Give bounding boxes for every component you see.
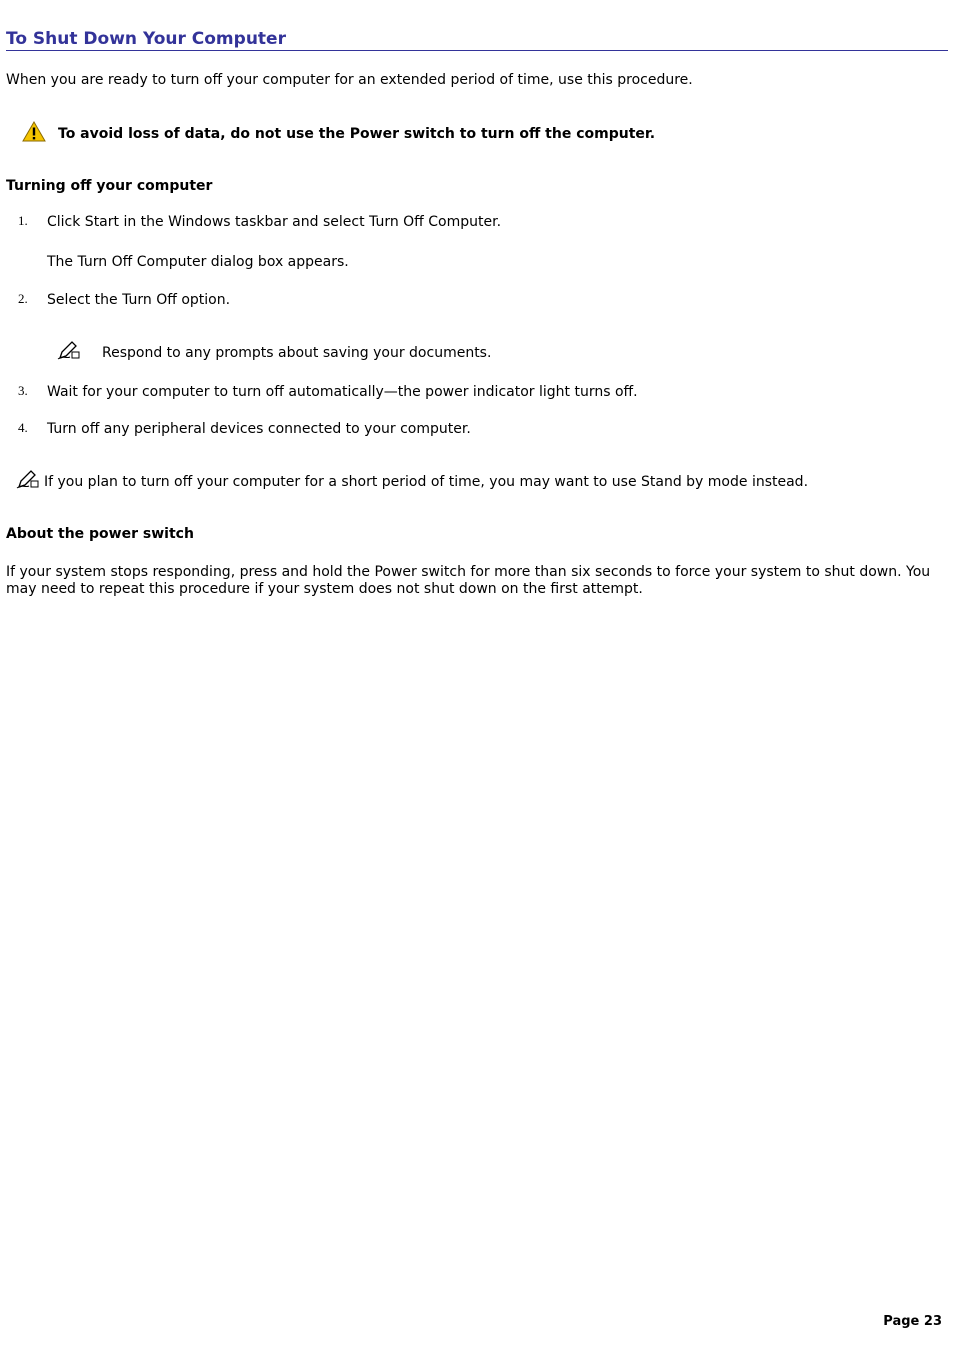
page-title: To Shut Down Your Computer	[6, 29, 286, 49]
page-number: Page 23	[883, 1314, 942, 1329]
warning-icon	[22, 121, 46, 143]
section-heading-power-switch: About the power switch	[6, 526, 194, 542]
step-note: Respond to any prompts about saving your documents.	[102, 345, 492, 361]
step-number: 1.	[18, 213, 28, 228]
section-note: If you plan to turn off your computer for a short period of time, you may want to use Stand by mode instead.	[44, 474, 809, 490]
note-pencil-icon	[16, 469, 40, 489]
step-text: Turn off any peripheral devices connected to your computer.	[47, 421, 471, 437]
step-number: 3.	[18, 383, 28, 398]
step-text: Wait for your computer to turn off automatically—the power indicator light turns off.	[47, 384, 638, 400]
power-switch-body: If your system stops responding, press and hold the Power switch for more than six seconds to force your system to shut down. You may need to repeat this procedure if your system does not shut down on the first attempt.	[6, 564, 931, 597]
title-underline	[6, 50, 948, 51]
step-number: 4.	[18, 420, 28, 435]
step-subtext: The Turn Off Computer dialog box appears.	[47, 254, 349, 270]
step-text: Select the Turn Off option.	[47, 292, 231, 308]
section-heading-turning-off: Turning off your computer	[6, 178, 213, 194]
intro-text: When you are ready to turn off your computer for an extended period of time, use this procedure.	[6, 72, 693, 88]
warning-text: To avoid loss of data, do not use the Power switch to turn off the computer.	[58, 126, 656, 142]
step-text: Click Start in the Windows taskbar and select Turn Off Computer.	[47, 214, 502, 230]
note-pencil-icon	[57, 340, 81, 360]
step-number: 2.	[18, 291, 28, 306]
